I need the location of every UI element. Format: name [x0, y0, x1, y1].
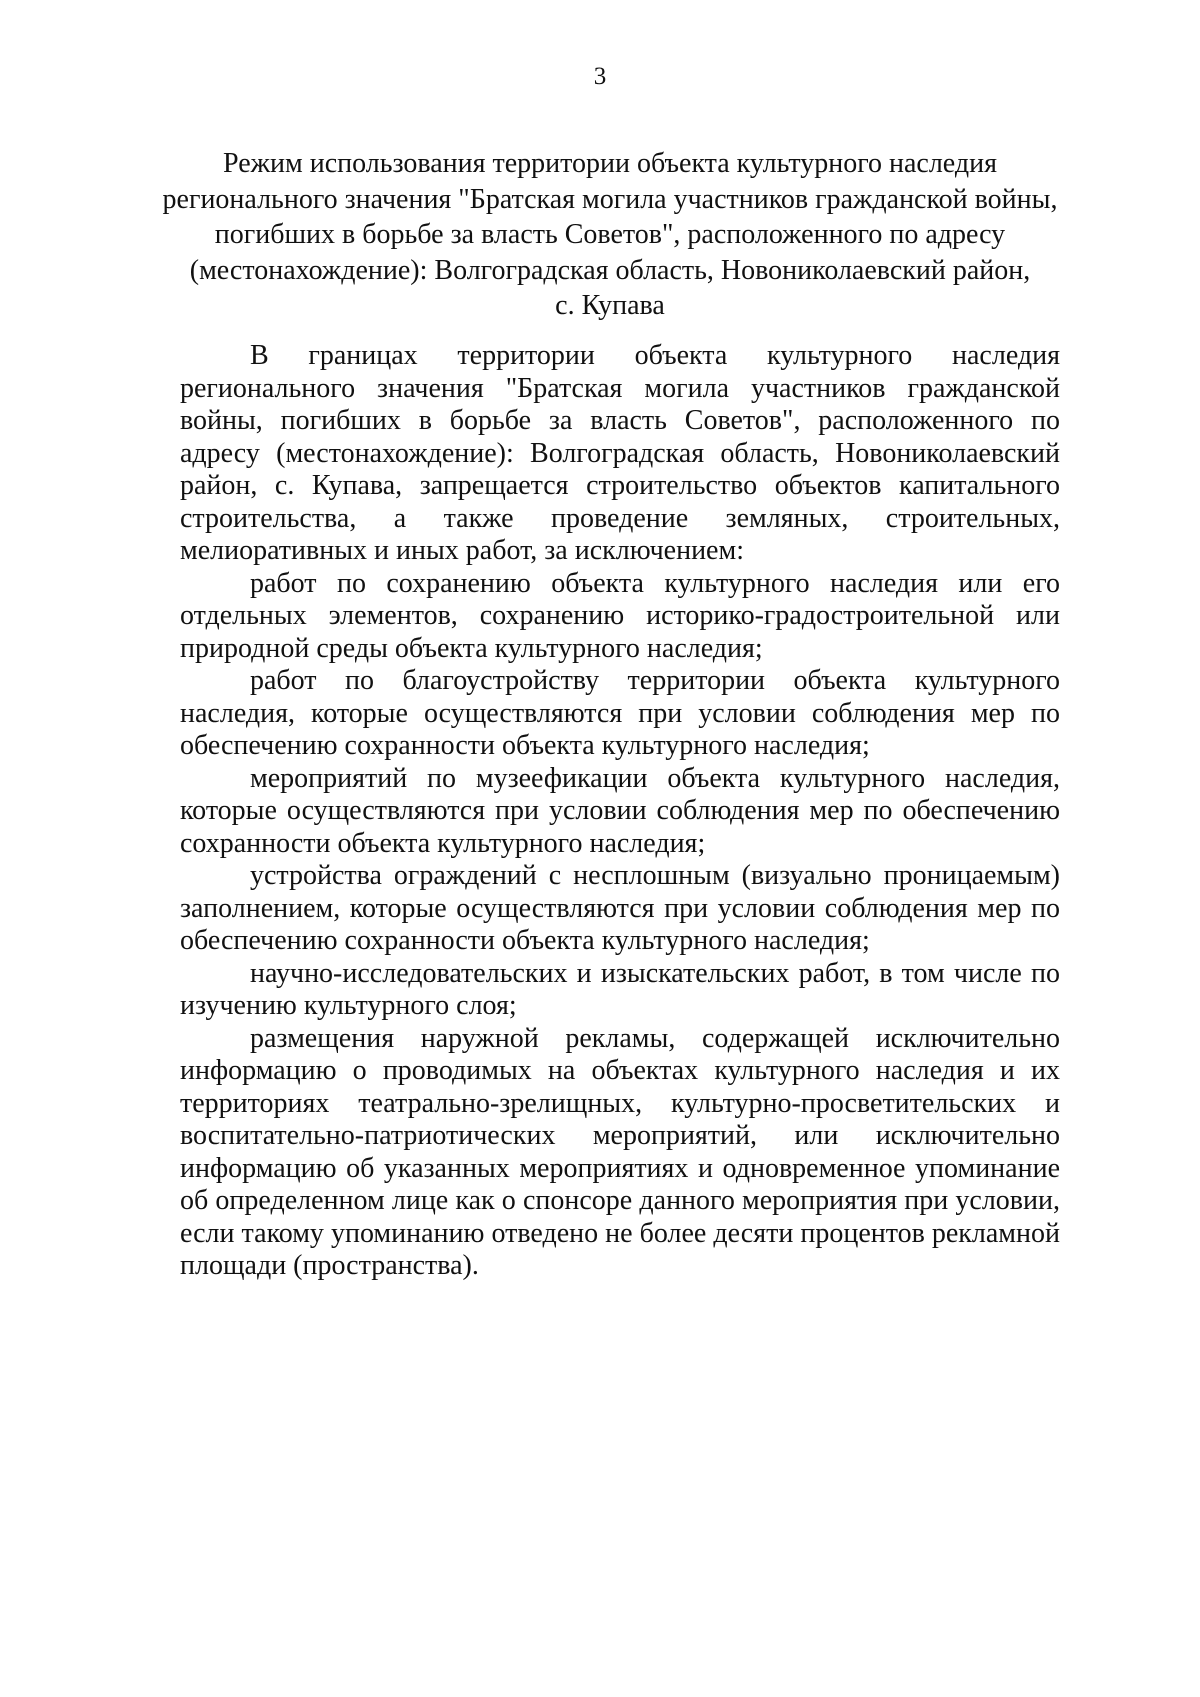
exception-paragraph: работ по сохранению объекта культурного наследия или его отдельных элементов, сохранению историко-градостроительной или природной среды объекта культурного наследия;	[180, 567, 1060, 664]
title-line: с. Купава	[555, 290, 665, 321]
title-line: погибших в борьбе за власть Советов", расположенного по адресу	[214, 219, 1006, 250]
document-title	[160, 146, 1060, 324]
title-line: регионального значения "Братская могила участников гражданской войны,	[162, 183, 1058, 215]
exception-paragraph: мероприятий по музеефикации объекта культурного наследия, которые осуществляются при условии соблюдения мер по обеспечению сохранности объекта культурного наследия;	[180, 762, 1060, 859]
document-body	[180, 340, 1060, 1283]
page-number: 3	[593, 63, 607, 90]
title-line: (местонахождение): Волгоградская область, Новониколаевский район,	[189, 254, 1031, 286]
intro-paragraph: В границах территории объекта культурного наследия регионального значения "Братская могила участников гражданской войны, погибших в борьбе за власть Советов", расположенного по адресу (местонахождение): Волгоградская область, Новониколаевский район, с. Купава, запрещается строительство объектов капитального строительства, а также проведение земляных, строительных, мелиоративных и иных работ, за исключением:	[180, 340, 1060, 566]
exception-paragraph: устройства ограждений с несплошным (визуально проницаемым) заполнением, которые осуществляются при условии соблюдения мер по обеспечению сохранности объекта культурного наследия;	[180, 860, 1060, 956]
exception-paragraph: размещения наружной рекламы, содержащей исключительно информацию о проводимых на объектах культурного наследия и их территориях театрально-зрелищных, культурно-просветительских и воспитательно-патриотических мероприятий, или исключительно информацию об указанных мероприятиях и одновременное упоминание об определенном лице как о спонсоре данного мероприятия при условии, если такому упоминанию отведено не более десяти процентов рекламной площади (пространства).	[180, 1022, 1060, 1281]
exception-paragraph: научно-исследовательских и изыскательских работ, в том числе по изучению культурного слоя;	[180, 957, 1060, 1021]
title-line: Режим использования территории объекта культурного наследия	[223, 148, 997, 179]
exception-paragraph: работ по благоустройству территории объекта культурного наследия, которые осуществляются при условии соблюдения мер по обеспечению сохранности объекта культурного наследия;	[180, 665, 1060, 761]
